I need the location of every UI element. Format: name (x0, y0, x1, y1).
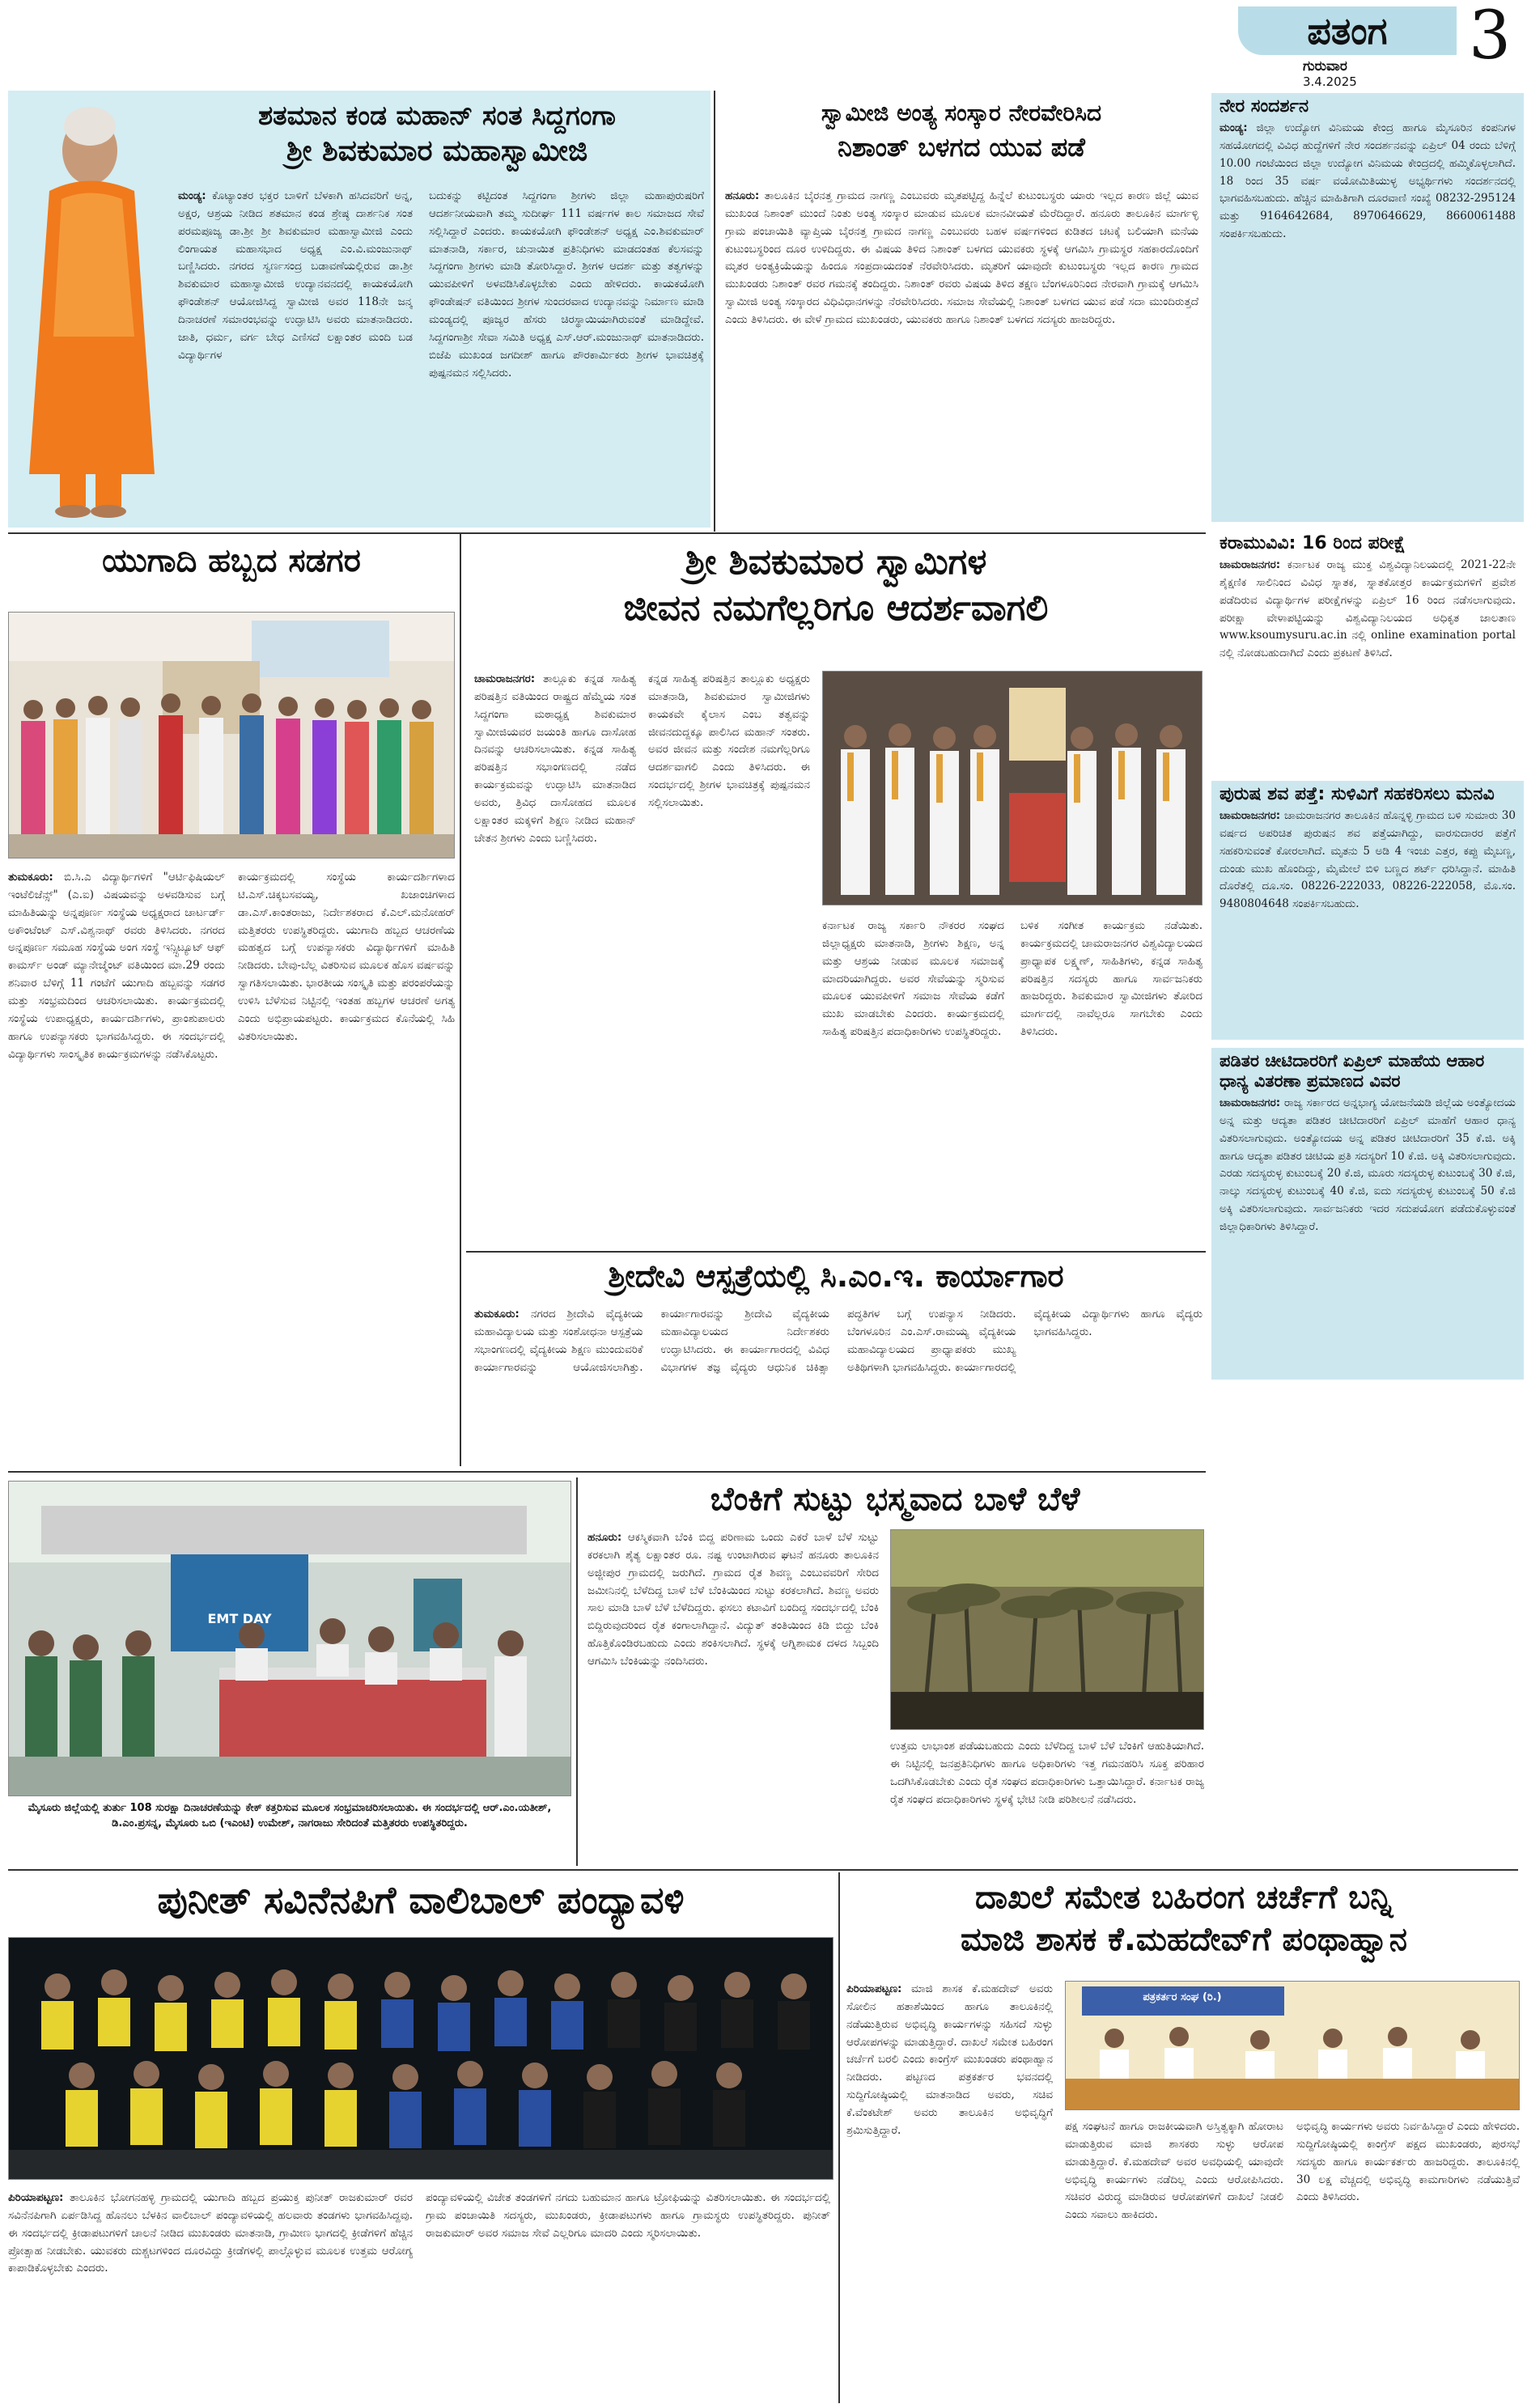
emt-day-photo (8, 1481, 571, 1796)
story-nishanth-balaga (717, 91, 1206, 528)
brief-unidentified-body: ಪುರುಷ ಶವ ಪತ್ತೆ: ಸುಳಿವಿಗೆ ಸಹಕರಿಸಲು ಮನವಿ ಚಾಮರಾಜನಗರ: ಚಾಮರಾಜನಗರ ತಾಲೂಕಿನ ಹೊನ್ನಳ್ಳಿ ಗ್ರಾಮದ ಬಳಿ ಸುಮಾರು 30 ವರ್ಷದ ಅಪರಿಚಿತ ಪುರುಷನ ಶವ ಪತ್ತೆಯಾಗಿದ್ದು, ವಾರಸುದಾರರ ಪತ್ತೆಗೆ ಸಹಕರಿಸುವಂತೆ ಕೋರಲಾಗಿದೆ. ಮೃತನು 5 ಅಡಿ 4 ಇಂಚು ಎತ್ತರ, ಕಪ್ಪು ಮೈಬಣ್ಣ, ದುಂಡು ಮುಖ ಹೊಂದಿದ್ದು, ಮೈಮೇಲೆ ಬಿಳಿ ಬಣ್ಣದ ಶರ್ಟ್ ಧರಿಸಿದ್ದಾನೆ. ಮಾಹಿತಿ ದೊರೆತಲ್ಲಿ ದೂ.ಸಂ. 08226-222033, 08226-222058, ಮೊ.ಸಂ. 9480804648 ಸಂಪರ್ಕಿಸಬಹುದು. (1211, 781, 1524, 1040)
ugadi-group-photo (8, 612, 455, 858)
story-banana-fire (584, 1477, 1206, 1866)
jayanti-stage-photo (822, 671, 1203, 905)
story4-column-2: ಕನ್ನಡ ಸಾಹಿತ್ಯ ಪರಿಷತ್ತಿನ ತಾಲ್ಲೂಕು ಅಧ್ಯಕ್ಷರು ಮಾತನಾಡಿ, ಶಿವಕುಮಾರ ಸ್ವಾಮೀಜಿಗಳು ಕಾಯಕವೇ ಕೈಲಾಸ ಎಂಬ ತತ್ವವನ್ನು ಜೀವನದುದ್ದಕ್ಕೂ ಪಾಲಿಸಿದ ಮಹಾನ್ ಸಂತರು. ಅವರ ಜೀವನ ಮತ್ತು ಸಂದೇಶ ನಮಗೆಲ್ಲರಿಗೂ ಆದರ್ಶವಾಗಲಿ ಎಂದು ತಿಳಿಸಿದರು. ಈ ಸಂದರ್ಭದಲ್ಲಿ ಶ್ರೀಗಳ ಭಾವಚಿತ್ರಕ್ಕೆ ಪುಷ್ಪನಮನ ಸಲ್ಲಿಸಲಾಯಿತು. (648, 672, 810, 810)
story2-dateline: ಹನೂರು: (725, 189, 760, 202)
brief2-title: ಕರಾಮುವಿವಿ: 16 ರಿಂದ ಪರೀಕ್ಷೆ (1211, 530, 1524, 557)
story5-body: ತುಮಕೂರು: ನಗರದ ಶ್ರೀದೇವಿ ವೈದ್ಯಕೀಯ ಮಹಾವಿದ್ಯಾಲಯ ಮತ್ತು ಸಂಶೋಧನಾ ಆಸ್ಪತ್ರೆಯ ಸಭಾಂಗಣದಲ್ಲಿ ವೈದ್ಯಕೀಯ ಶಿಕ್ಷಣ ಮುಂದುವರಿಕೆ ಕಾರ್ಯಾಗಾರವನ್ನು ಆಯೋಜಿಸಲಾಗಿತ್ತು. ಕಾರ್ಯಾಗಾರವನ್ನು ಶ್ರೀದೇವಿ ವೈದ್ಯಕೀಯ ಮಹಾವಿದ್ಯಾಲಯದ ನಿರ್ದೇಶಕರು ಉದ್ಘಾಟಿಸಿದರು. ಈ ಕಾರ್ಯಾಗಾರದಲ್ಲಿ ವಿವಿಧ ವಿಭಾಗಗಳ ತಜ್ಞ ವೈದ್ಯರು ಆಧುನಿಕ ಚಿಕಿತ್ಸಾ ಪದ್ಧತಿಗಳ ಬಗ್ಗೆ ಉಪನ್ಯಾಸ ನೀಡಿದರು. ಬೆಂಗಳೂರಿನ ಎಂ.ಎಸ್.ರಾಮಯ್ಯ ವೈದ್ಯಕೀಯ ಮಹಾವಿದ್ಯಾಲಯದ ಪ್ರಾಧ್ಯಾಪಕರು ಮುಖ್ಯ ಅತಿಥಿಗಳಾಗಿ ಭಾಗವಹಿಸಿದ್ದರು. ಕಾರ್ಯಾಗಾರದಲ್ಲಿ ವೈದ್ಯಕೀಯ ವಿದ್ಯಾರ್ಥಿಗಳು ಹಾಗೂ ವೈದ್ಯರು ಭಾಗವಹಿಸಿದ್ದರು. (474, 1308, 1203, 1374)
page-number: 3 (1469, 0, 1512, 74)
rule (8, 532, 1206, 534)
emt-day-caption: ಮೈಸೂರು ಜಿಲ್ಲೆಯಲ್ಲಿ ತುರ್ತು 108 ಸುರಕ್ಷಾ ದಿನಾಚರಣೆಯನ್ನು ಕೇಕ್ ಕತ್ತರಿಸುವ ಮೂಲಕ ಸಂಭ್ರಮಾಚರಿಸಲಾಯಿತು. ಈ ಸಂದರ್ಭದಲ್ಲಿ ಆರ್.ಎಂ.ಯತೀಶ್, ಡಿ.ಎಂ.ಪ್ರಸನ್ನ, ಮೈಸೂರು ಒಬಿ (ಇಎಂಟಿ) ಉಮೇಶ್, ನಾಗರಾಜು ಸೇರಿದಂತೆ ಮತ್ತಿತರರು ಉಪಸ್ಥಿತರಿದ್ದರು. (28, 1802, 552, 1829)
story8-column-3: ಅಭಿವೃದ್ಧಿ ಕಾರ್ಯಗಳು ಅವರು ನಿರ್ವಹಿಸಿದ್ದಾರೆ ಎಂದು ಹೇಳಿದರು. ಸುದ್ದಿಗೋಷ್ಠಿಯಲ್ಲಿ ಕಾಂಗ್ರೆಸ್ ಪಕ್ಷದ ಮುಖಂಡರು, ಪುರಸಭೆ ಸದಸ್ಯರು ಹಾಗೂ ಕಾರ್ಯಕರ್ತರು ಹಾಜರಿದ್ದರು. ತಾಲೂಕಿನಲ್ಲಿ 30 ಲಕ್ಷ ವೆಚ್ಚದಲ್ಲಿ ಅಭಿವೃದ್ಧಿ ಕಾಮಗಾರಿಗಳು ನಡೆಯುತ್ತಿವೆ ಎಂದು ತಿಳಿಸಿದರು. (1296, 2120, 1520, 2204)
story6-column-1: ಹನೂರು: ಆಕಸ್ಮಿಕವಾಗಿ ಬೆಂಕಿ ಬಿದ್ದ ಪರಿಣಾಮ ಒಂದು ಎಕರೆ ಬಾಳೆ ಬೆಳೆ ಸುಟ್ಟು ಕರಕಲಾಗಿ ಶೈತ್ಯ ಲಕ್ಷಾಂತರ ರೂ. ನಷ್ಟ ಉಂಟಾಗಿರುವ ಘಟನೆ ಹನೂರು ತಾಲೂಕಿನ ಅಜ್ಜೀಪುರ ಗ್ರಾಮದಲ್ಲಿ ಜರುಗಿದೆ. ಗ್ರಾಮದ ರೈತ ಶಿವಣ್ಣ ಎಂಬುವವರಿಗೆ ಸೇರಿದ ಜಮೀನಿನಲ್ಲಿ ಬೆಳೆದಿದ್ದ ಬಾಳೆ ಬೆಳೆ ಬೆಂಕಿಯಿಂದ ಸುಟ್ಟು ಕರಕಲಾಗಿದೆ. ಶಿವಣ್ಣ ಅವರು ಸಾಲ ಮಾಡಿ ಬಾಳೆ ಬೆಳೆ ಬೆಳೆದಿದ್ದರು. ಫಸಲು ಕಟಾವಿಗೆ ಬಂದಿದ್ದ ಸಂದರ್ಭದಲ್ಲಿ ಬೆಂಕಿ ಬಿದ್ದಿರುವುದರಿಂದ ರೈತ ಕಂಗಾಲಾಗಿದ್ದಾನೆ. ವಿದ್ಯುತ್ ತಂತಿಯಿಂದ ಕಿಡಿ ಬಿದ್ದು ಬೆಂಕಿ ಹೊತ್ತಿಕೊಂಡಿರಬಹುದು ಎಂದು ಶಂಕಿಸಲಾಗಿದೆ. ಸ್ಥಳಕ್ಕೆ ಅಗ್ನಿಶಾಮಕ ದಳದ ಸಿಬ್ಬಂದಿ ಆಗಮಿಸಿ ಬೆಂಕಿಯನ್ನು ನಂದಿಸಿದರು. (587, 1531, 879, 1668)
story5-dateline: ತುಮಕೂರು: (474, 1308, 520, 1321)
story2-body: ಹನೂರು: ತಾಲೂಕಿನ ಬೈರನತ್ತ ಗ್ರಾಮದ ನಾಗಣ್ಣ ಎಂಬುವರು ಮೃತಪಟ್ಟಿದ್ದ ಹಿನ್ನೆಲೆ ಕುಟುಂಬಸ್ಥರು ಯಾರು ಇಲ್ಲದ ಕಾರಣ ಜಿಲ್ಲೆ ಯುವ ಮುಖಂಡ ನಿಶಾಂತ್ ಮುಂದೆ ನಿಂತು ಅಂತ್ಯ ಸಂಸ್ಕಾರ ಮಾಡುವ ಮೂಲಕ ಮಾನವೀಯತೆ ಮೆರೆದಿದ್ದಾರೆ. ಹನೂರು ತಾಲೂಕಿನ ಮಾರ್ಗಳ್ಳಿ ಗ್ರಾಮ ಪಂಚಾಯಿತಿ ವ್ಯಾಪ್ತಿಯ ಬೈರನತ್ತ ಗ್ರಾಮದ ನಾಗಣ್ಣ ಎಂಬುವರು ಬಹಳ ವರ್ಷಗಳಿಂದ ಕುಡಿತದ ಚಟಕ್ಕೆ ಬಲಿಯಾಗಿ ಮನೆಯ ಕುಟುಂಬಸ್ಥರಿಂದ ದೂರ ಉಳಿದಿದ್ದರು. ಈ ವಿಷಯ ತಿಳಿದ ನಿಶಾಂತ್ ಬಳಗದ ಯುವಕರು ಸ್ಥಳಕ್ಕೆ ಆಗಮಿಸಿ ಗ್ರಾಮಸ್ಥರ ಸಹಕಾರದೊಂದಿಗೆ ಮೃತರ ಅಂತ್ಯಕ್ರಿಯೆಯನ್ನು ಹಿಂದೂ ಸಂಪ್ರದಾಯದಂತೆ ನೆರವೇರಿಸಿದರು. ಮೃತರಿಗೆ ಯಾವುದೇ ಕುಟುಂಬಸ್ಥರು ಇಲ್ಲದ ಕಾರಣ ಗ್ರಾಮದ ಮುಖಂಡರು ನಿಶಾಂತ್ ರವರ ಗಮನಕ್ಕೆ ತಂದಿದ್ದರು. ನಿಶಾಂತ್ ರವರು ವಿಷಯ ತಿಳಿದ ತಕ್ಷಣ ಬೆಂಗಳೂರಿನಿಂದ ನೇರವಾಗಿ ಗ್ರಾಮಕ್ಕೆ ಆಗಮಿಸಿ ಸ್ವಾಮೀಜಿ ಅಂತ್ಯ ಸಂಸ್ಕಾರದ ವಿಧಿವಿಧಾನಗಳನ್ನು ನೆರವೇರಿಸಿದರು. ಸಮಾಜ ಸೇವೆಯಲ್ಲಿ ನಿಶಾಂತ್ ಬಳಗದ ಯುವ ಪಡೆ ಸದಾ ಮುಂದಿರುತ್ತದೆ ಎಂದು ತಿಳಿಸಿದರು. ಈ ವೇಳೆ ಗ್ರಾಮದ ಮುಖಂಡರು, ಯುವಕರು ಹಾಗೂ ನಿಶಾಂತ್ ಬಳಗದ ಸದಸ್ಯರು ಹಾಜರಿದ್ದರು. (725, 189, 1198, 327)
story1-headline: ಶತಮಾನ ಕಂಡ ಮಹಾನ್ ಸಂತ ಸಿದ್ದಗಂಗಾ ಶ್ರೀ ಶಿವಕುಮಾರ ಮಹಾಸ್ವಾಮೀಜಿ (258, 100, 616, 167)
emt-banner-label: EMT DAY (207, 1611, 272, 1626)
story1-column-1: ಮಂಡ್ಯ: ಕೊಟ್ಯಾಂತರ ಭಕ್ತರ ಬಾಳಿಗೆ ಬೆಳಕಾಗಿ ಹಸಿದವರಿಗೆ ಅನ್ನ, ಅಕ್ಷರ, ಆಶ್ರಯ ನೀಡಿದ ಶತಮಾನ ಕಂಡ ಶ್ರೇಷ್ಠ ದಾರ್ಶನಿಕ ಸಂತ ಪರಮಪೂಜ್ಯ ಡಾ.ಶ್ರೀ ಶ್ರೀ ಶಿವಕುಮಾರ ಮಹಾಸ್ವಾಮೀಜಿ ಎಂದು ಲಿಂಗಾಯತ ಮಹಾಸಭಾದ ಅಧ್ಯಕ್ಷ ಎಂ.ವಿ.ಮಂಜುನಾಥ್ ಬಣ್ಣಿಸಿದರು. ನಗರದ ಸ್ವರ್ಣಸಂದ್ರ ಬಡಾವಣೆಯಲ್ಲಿರುವ ಡಾ.ಶ್ರೀ ಶಿವಕುಮಾರ ಮಹಾಸ್ವಾಮೀಜಿ ಉದ್ಯಾನವನದಲ್ಲಿ ಕಾಯಕಯೋಗಿ ಫೌಂಡೇಶನ್ ಆಯೋಜಿಸಿದ್ದ ಸ್ವಾಮೀಜಿ ಅವರ 118ನೇ ಜನ್ಮ ದಿನಾಚರಣೆ ಸಮಾರಂಭವನ್ನು ಉದ್ಘಾಟಿಸಿ ಅವರು ಮಾತನಾಡಿದರು. ಜಾತಿ, ಧರ್ಮ, ವರ್ಗ ಬೇಧ ಎಣಿಸದೆ ಲಕ್ಷಾಂತರ ಮಂದಿ ಬಡ ವಿದ್ಯಾರ್ಥಿಗಳ (178, 189, 413, 362)
sidebar-briefs (1211, 93, 1524, 1380)
issue-date: 3.4.2025 (1303, 74, 1357, 89)
story7-dateline: ಪಿರಿಯಾಪಟ್ಟಣ: (8, 2191, 64, 2204)
story6-dateline: ಹನೂರು: (587, 1531, 622, 1544)
story4-column-1: ಚಾಮರಾಜನಗರ: ತಾಲ್ಲೂಕು ಕನ್ನಡ ಸಾಹಿತ್ಯ ಪರಿಷತ್ತಿನ ವತಿಯಿಂದ ರಾಷ್ಟ್ರದ ಹೆಮ್ಮೆಯ ಸಂತ ಸಿದ್ದಗಂಗಾ ಮಠಾಧ್ಯಕ್ಷ ಶಿವಕುಮಾರ ಸ್ವಾಮೀಜಿಯವರ ಜಯಂತಿ ಹಾಗೂ ದಾಸೋಹ ದಿನವನ್ನು ಆಚರಿಸಲಾಯಿತು. ಕನ್ನಡ ಸಾಹಿತ್ಯ ಪರಿಷತ್ತಿನ ಸಭಾಂಗಣದಲ್ಲಿ ನಡೆದ ಕಾರ್ಯಕ್ರಮವನ್ನು ಉದ್ಘಾಟಿಸಿ ಮಾತನಾಡಿದ ಅವರು, ತ್ರಿವಿಧ ದಾಸೋಹದ ಮೂಲಕ ಲಕ್ಷಾಂತರ ಮಕ್ಕಳಿಗೆ ಶಿಕ್ಷಣ ನೀಡಿದ ಮಹಾನ್ ಚೇತನ ಶ್ರೀಗಳು ಎಂದು ಬಣ್ಣಿಸಿದರು. (474, 672, 636, 845)
story6-column-2: ಉತ್ತಮ ಲಾಭಾಂಶ ಪಡೆಯಬಹುದು ಎಂದು ಬೆಳೆದಿದ್ದ ಬಾಳೆ ಬೆಳೆ ಬೆಂಕಿಗೆ ಆಹುತಿಯಾಗಿದೆ. ಈ ನಿಟ್ಟಿನಲ್ಲಿ ಜನಪ್ರತಿನಿಧಿಗಳು ಹಾಗೂ ಅಧಿಕಾರಿಗಳು ಇತ್ತ ಗಮನಹರಿಸಿ ಸೂಕ್ತ ಪರಿಹಾರ ಒದಗಿಸಿಕೊಡಬೇಕು ಎಂದು ರೈತ ಸಂಘದ ಪದಾಧಿಕಾರಿಗಳು ಒತ್ತಾಯಿಸಿದ್ದಾರೆ. ಕರ್ನಾಟಕ ರಾಜ್ಯ ರೈತ ಸಂಘದ ಪದಾಧಿಕಾರಿಗಳು ಸ್ಥಳಕ್ಕೆ ಭೇಟಿ ನೀಡಿ ಪರಿಶೀಲನೆ ನಡೆಸಿದರು. (890, 1740, 1204, 1806)
rule (460, 534, 461, 1466)
rule (466, 1251, 1206, 1253)
rule (8, 1869, 1518, 1871)
swamiji-photo (13, 94, 167, 523)
story4-column-4: ಬಳಿಕ ಸಂಗೀತ ಕಾರ್ಯಕ್ರಮ ನಡೆಯಿತು. ಕಾರ್ಯಕ್ರಮದಲ್ಲಿ ಚಾಮರಾಜನಗರ ವಿಶ್ವವಿದ್ಯಾಲಯದ ಪ್ರಾಧ್ಯಾಪಕ ಲಕ್ಷ್ಮಣ್, ಸಾಹಿತಿಗಳು, ಕನ್ನಡ ಸಾಹಿತ್ಯ ಪರಿಷತ್ತಿನ ಸದಸ್ಯರು ಹಾಗೂ ಸಾರ್ವಜನಿಕರು ಹಾಜರಿದ್ದರು. ಶಿವಕುಮಾರ ಸ್ವಾಮೀಜಿಗಳು ತೋರಿದ ಮಾರ್ಗದಲ್ಲಿ ನಾವೆಲ್ಲರೂ ಸಾಗಬೇಕು ಎಂದು ತಿಳಿಸಿದರು. (1020, 919, 1203, 1039)
masthead (1238, 0, 1521, 89)
story8-column-1: ಪಿರಿಯಾಪಟ್ಟಣ: ಮಾಜಿ ಶಾಸಕ ಕೆ.ಮಹದೇವ್ ಅವರು ಸೋಲಿನ ಹತಾಶೆಯಿಂದ ಹಾಗೂ ತಾಲೂಕಿನಲ್ಲಿ ನಡೆಯುತ್ತಿರುವ ಅಭಿವೃದ್ಧಿ ಕಾರ್ಯಗಳನ್ನು ಸಹಿಸದೆ ಸುಳ್ಳು ಆರೋಪಗಳನ್ನು ಮಾಡುತ್ತಿದ್ದಾರೆ. ದಾಖಲೆ ಸಮೇತ ಬಹಿರಂಗ ಚರ್ಚೆಗೆ ಬರಲಿ ಎಂದು ಕಾಂಗ್ರೆಸ್ ಮುಖಂಡರು ಪಂಥಾಹ್ವಾನ ನೀಡಿದರು. ಪಟ್ಟಣದ ಪತ್ರಕರ್ತರ ಭವನದಲ್ಲಿ ಸುದ್ದಿಗೋಷ್ಠಿಯಲ್ಲಿ ಮಾತನಾಡಿದ ಅವರು, ಸಚಿವ ಕೆ.ವೆಂಕಟೇಶ್ ಅವರು ತಾಲೂಕಿನ ಅಭಿವೃದ್ಧಿಗೆ ಶ್ರಮಿಸುತ್ತಿದ್ದಾರೆ. (846, 1982, 1053, 2137)
brief3-title: ಪುರುಷ ಶವ ಪತ್ತೆ: ಸುಳಿವಿಗೆ ಸಹಕರಿಸಲು ಮನವಿ (1219, 784, 1495, 804)
story-challenge-mahadev (846, 1876, 1521, 2403)
newspaper-name: ಪತಂಗ (1238, 6, 1457, 55)
story4-headline: ಶ್ರೀ ಶಿವಕುಮಾರ ಸ್ವಾಮಿಗಳ ಜೀವನ ನಮಗೆಲ್ಲರಿಗೂ ಆದರ್ಶವಾಗಲಿ (623, 541, 1049, 629)
story3-column-1: ತುಮಕೂರು: ಬಿ.ಸಿ.ಎ ವಿದ್ಯಾರ್ಥಿಗಳಿಗೆ "ಆರ್ಟಿಫಿಷಿಯಲ್ ಇಂಟೆಲಿಜೆನ್ಸ್" (ಎ.ಐ) ವಿಷಯವನ್ನು ಅಳವಡಿಸುವ ಬಗ್ಗೆ ಮಾಹಿತಿಯನ್ನು ಅನ್ನಪೂರ್ಣ ಸಂಸ್ಥೆಯ ಅಧ್ಯಕ್ಷರಾದ ಚಾರ್ಟರ್ಡ್ ಅಕೌಂಟೆಂಟ್ ಎಸ್.ವಿಶ್ವನಾಥ್ ರವರು ತಿಳಿಸಿದರು. ನಗರದ ಅನ್ನಪೂರ್ಣ ಸಮೂಹ ಸಂಸ್ಥೆಯ ಅಂಗ ಸಂಸ್ಥೆ ಇನ್ಸ್ಟಿಟ್ಯೂಟ್ ಆಫ್ ಕಾಮರ್ಸ್ ಅಂಡ್ ಮ್ಯಾನೇಜ್ಮೆಂಟ್ ವತಿಯಿಂದ ಮಾ.29 ರಂದು ಶನಿವಾರ ಬೆಳಿಗ್ಗೆ 11 ಗಂಟೆಗೆ ಯುಗಾದಿ ಹಬ್ಬವನ್ನು ಸಡಗರ ಮತ್ತು ಸಂಭ್ರಮದಿಂದ ಆಚರಿಸಲಾಯಿತು. ಕಾರ್ಯಕ್ರಮದಲ್ಲಿ ಸಂಸ್ಥೆಯ ಉಪಾಧ್ಯಕ್ಷರು, ಕಾರ್ಯದರ್ಶಿಗಳು, ಪ್ರಾಂಶುಪಾಲರು ಹಾಗೂ ಉಪನ್ಯಾಸಕರು ಭಾಗವಹಿಸಿದ್ದರು. ಈ ಸಂದರ್ಭದಲ್ಲಿ ವಿದ್ಯಾರ್ಥಿಗಳು ಸಾಂಸ್ಕೃತಿಕ ಕಾರ್ಯಕ್ರಮಗಳನ್ನು ನಡೆಸಿಕೊಟ್ಟರು. (8, 871, 225, 1061)
rule (576, 1477, 578, 1866)
story8-column-2: ಪಕ್ಷ ಸಂಘಟನೆ ಹಾಗೂ ರಾಜಕೀಯವಾಗಿ ಅಸ್ತಿತ್ವಕ್ಕಾಗಿ ಹೋರಾಟ ಮಾಡುತ್ತಿರುವ ಮಾಜಿ ಶಾಸಕರು ಸುಳ್ಳು ಆರೋಪ ಮಾಡುತ್ತಿದ್ದಾರೆ. ಕೆ.ಮಹದೇವ್ ಅವರ ಅವಧಿಯಲ್ಲಿ ಯಾವುದೇ ಅಭಿವೃದ್ಧಿ ಕಾರ್ಯಗಳು ನಡೆದಿಲ್ಲ ಎಂದು ಆರೋಪಿಸಿದರು. ಸಚಿವರ ವಿರುದ್ಧ ಮಾಡಿರುವ ಆರೋಪಗಳಿಗೆ ದಾಖಲೆ ನೀಡಲಿ ಎಂದು ಸವಾಲು ಹಾಕಿದರು. (1065, 2120, 1283, 2222)
story5-headline: ಶ್ರೀದೇವಿ ಆಸ್ಪತ್ರೆಯಲ್ಲಿ ಸಿ.ಎಂ.ಇ. ಕಾರ್ಯಾಗಾರ (608, 1258, 1064, 1294)
rule (8, 1471, 1206, 1473)
story6-headline: ಬೆಂಕಿಗೆ ಸುಟ್ಟು ಭಸ್ಮವಾದ ಬಾಳೆ ಬೆಳೆ (710, 1481, 1080, 1518)
brief1-title: ನೇರ ಸಂದರ್ಶನ (1219, 96, 1309, 117)
press-banner-label: ಪತ್ರಕರ್ತರ ಸಂಘ (ರಿ.) (1143, 1991, 1222, 2003)
brief-ksou-exam: ಕರಾಮುವಿವಿ: 16 ರಿಂದ ಪರೀಕ್ಷೆ ಚಾಮರಾಜನಗರ: ಕರ್ನಾಟಕ ರಾಜ್ಯ ಮುಕ್ತ ವಿಶ್ವವಿದ್ಯಾನಿಲಯದಲ್ಲಿ 2021-22ನೇ ಶೈಕ್ಷಣಿಕ ಸಾಲಿನಿಂದ ವಿವಿಧ ಸ್ನಾತಕ, ಸ್ನಾತಕೋತ್ತರ ಕಾರ್ಯಕ್ರಮಗಳಿಗೆ ಪ್ರವೇಶ ಪಡೆದಿರುವ ವಿದ್ಯಾರ್ಥಿಗಳ ಪರೀಕ್ಷೆಗಳನ್ನು ಏಪ್ರಿಲ್ 16 ರಿಂದ ನಡೆಸಲಾಗುವುದು. ಪರೀಕ್ಷಾ ವೇಳಾಪಟ್ಟಿಯನ್ನು ವಿಶ್ವವಿದ್ಯಾನಿಲಯದ ಅಧಿಕೃತ ಜಾಲತಾಣ www.ksoumysuru.ac.in ನಲ್ಲಿ online examination portal ನಲ್ಲಿ ನೋಡಬಹುದಾಗಿದೆ ಎಂದು ಪ್ರಕಟಣೆ ತಿಳಿಸಿದೆ. (1211, 530, 1524, 773)
story4-column-3: ಕರ್ನಾಟಕ ರಾಜ್ಯ ಸರ್ಕಾರಿ ನೌಕರರ ಸಂಘದ ಜಿಲ್ಲಾಧ್ಯಕ್ಷರು ಮಾತನಾಡಿ, ಶ್ರೀಗಳು ಶಿಕ್ಷಣ, ಅನ್ನ ಮತ್ತು ಆಶ್ರಯ ನೀಡುವ ಮೂಲಕ ಸಮಾಜಕ್ಕೆ ಮಾದರಿಯಾಗಿದ್ದರು. ಅವರ ಸೇವೆಯನ್ನು ಸ್ಮರಿಸುವ ಮೂಲಕ ಯುವಪೀಳಿಗೆ ಸಮಾಜ ಸೇವೆಯ ಕಡೆಗೆ ಮುಖ ಮಾಡಬೇಕು ಎಂದರು. ಕಾರ್ಯಕ್ರಮದಲ್ಲಿ ಸಾಹಿತ್ಯ ಪರಿಷತ್ತಿನ ಪದಾಧಿಕಾರಿಗಳು ಉಪಸ್ಥಿತರಿದ್ದರು. (822, 919, 1004, 1039)
story7-column-1: ಪಿರಿಯಾಪಟ್ಟಣ: ತಾಲೂಕಿನ ಭೋಗನಹಳ್ಳಿ ಗ್ರಾಮದಲ್ಲಿ ಯುಗಾದಿ ಹಬ್ಬದ ಪ್ರಯುಕ್ತ ಪುನೀತ್ ರಾಜಕುಮಾರ್ ರವರ ಸವಿನೆನಪಿಗಾಗಿ ಏರ್ಪಡಿಸಿದ್ದ ಹೊನಲು ಬೆಳಕಿನ ವಾಲಿಬಾಲ್ ಪಂದ್ಯಾವಳಿಯಲ್ಲಿ ಹಲವಾರು ತಂಡಗಳು ಭಾಗವಹಿಸಿದ್ದವು. ಈ ಸಂದರ್ಭದಲ್ಲಿ ಕ್ರೀಡಾಪಟುಗಳಿಗೆ ಚಾಲನೆ ನೀಡಿದ ಮುಖಂಡರು ಮಾತನಾಡಿ, ಗ್ರಾಮೀಣ ಭಾಗದಲ್ಲಿ ಕ್ರೀಡೆಗಳಿಗೆ ಹೆಚ್ಚಿನ ಪ್ರೋತ್ಸಾಹ ನೀಡಬೇಕು. ಯುವಕರು ದುಶ್ಚಟಗಳಿಂದ ದೂರವಿದ್ದು ಕ್ರೀಡೆಗಳಲ್ಲಿ ಪಾಲ್ಗೊಳ್ಳುವ ಮೂಲಕ ಉತ್ತಮ ಆರೋಗ್ಯ ಕಾಪಾಡಿಕೊಳ್ಳಬೇಕು ಎಂದರು. (8, 2191, 413, 2275)
story3-column-2: ಕಾರ್ಯಕ್ರಮದಲ್ಲಿ ಸಂಸ್ಥೆಯ ಕಾರ್ಯದರ್ಶಿಗಳಾದ ಟಿ.ಎಸ್.ಚಿಕ್ಕಬಸವಯ್ಯ, ಖಜಾಂಚಿಗಳಾದ ಡಾ.ಎಸ್.ಕಾಂತರಾಜು, ನಿರ್ದೇಶಕರಾದ ಕೆ.ಎಲ್.ಮನೋಹರ್ ಮತ್ತಿತರರು ಉಪಸ್ಥಿತರಿದ್ದರು. ಯುಗಾದಿ ಹಬ್ಬದ ಆಚರಣೆಯ ಮಹತ್ವದ ಬಗ್ಗೆ ಉಪನ್ಯಾಸಕರು ವಿದ್ಯಾರ್ಥಿಗಳಿಗೆ ಮಾಹಿತಿ ನೀಡಿದರು. ಬೇವು-ಬೆಲ್ಲ ವಿತರಿಸುವ ಮೂಲಕ ಹೊಸ ವರ್ಷವನ್ನು ಸ್ವಾಗತಿಸಲಾಯಿತು. ಭಾರತೀಯ ಸಂಸ್ಕೃತಿ ಮತ್ತು ಪರಂಪರೆಯನ್ನು ಉಳಿಸಿ ಬೆಳೆಸುವ ನಿಟ್ಟಿನಲ್ಲಿ ಇಂತಹ ಹಬ್ಬಗಳ ಆಚರಣೆ ಅಗತ್ಯ ಎಂದು ಅಭಿಪ್ರಾಯಪಟ್ಟರು. ಕಾರ್ಯಕ್ರಮದ ಕೊನೆಯಲ್ಲಿ ಸಿಹಿ ವಿತರಿಸಲಾಯಿತು. (238, 871, 455, 1043)
story1-dateline: ಮಂಡ್ಯ: (178, 189, 206, 202)
story7-column-2: ಪಂದ್ಯಾವಳಿಯಲ್ಲಿ ವಿಜೇತ ತಂಡಗಳಿಗೆ ನಗದು ಬಹುಮಾನ ಹಾಗೂ ಟ್ರೋಫಿಯನ್ನು ವಿತರಿಸಲಾಯಿತು. ಈ ಸಂದರ್ಭದಲ್ಲಿ ಗ್ರಾಮ ಪಂಚಾಯಿತಿ ಸದಸ್ಯರು, ಮುಖಂಡರು, ಕ್ರೀಡಾಪಟುಗಳು ಹಾಗೂ ಗ್ರಾಮಸ್ಥರು ಉಪಸ್ಥಿತರಿದ್ದರು. ಪುನೀತ್ ರಾಜಕುಮಾರ್ ಅವರ ಸಮಾಜ ಸೇವೆ ಎಲ್ಲರಿಗೂ ಮಾದರಿ ಎಂದು ಸ್ಮರಿಸಲಾಯಿತು. (426, 2191, 830, 2240)
story3-headline: ಯುಗಾದಿ ಹಬ್ಬದ ಸಡಗರ (102, 542, 361, 579)
brief4-title: ಪಡಿತರ ಚೀಟಿದಾರರಿಗೆ ಏಪ್ರಿಲ್ ಮಾಹೆಯ ಆಹಾರ ಧಾನ್ಯ ವಿತರಣಾ ಪ್ರಮಾಣದ ವಿವರ (1219, 1051, 1485, 1091)
story3-dateline: ತುಮಕೂರು: (8, 871, 53, 884)
story-shivakumar-swamiji (8, 91, 710, 528)
story-ugadi (8, 537, 455, 1466)
volleyball-team-photo (8, 1937, 833, 2180)
story7-headline: ಪುನೀತ್ ಸವಿನೆನಪಿಗೆ ವಾಲಿಬಾಲ್ ಪಂದ್ಯಾವಳಿ (157, 1878, 685, 1922)
story8-dateline: ಪಿರಿಯಾಪಟ್ಟಣ: (846, 1982, 902, 1995)
story-sridevi-cme (466, 1256, 1206, 1468)
rule (838, 1872, 840, 2403)
burnt-banana-photo (890, 1529, 1204, 1730)
story2-headline: ಸ್ವಾಮೀಜಿ ಅಂತ್ಯ ಸಂಸ್ಕಾರ ನೇರವೇರಿಸಿದ ನಿಶಾಂತ್ ಬಳಗದ ಯುವ ಪಡೆ (821, 100, 1102, 163)
issue-day: ಗುರುವಾರ (1303, 58, 1347, 74)
story4-dateline: ಚಾಮರಾಜನಗರ: (474, 672, 536, 685)
story8-headline: ದಾಖಲೆ ಸಮೇತ ಬಹಿರಂಗ ಚರ್ಚೆಗೆ ಬನ್ನಿ ಮಾಜಿ ಶಾಸಕ ಕೆ.ಮಹದೇವ್‌ಗೆ ಪಂಥಾಹ್ವಾನ (960, 1879, 1408, 1958)
press-meet-photo (1065, 1981, 1520, 2110)
story-shivakumar-jayanti (466, 537, 1206, 1249)
brief-ration-distribution: ಪಡಿತರ ಚೀಟಿದಾರರಿಗೆ ಏಪ್ರಿಲ್ ಮಾಹೆಯ ಆಹಾರ ಧಾನ್ಯ ವಿತರಣಾ ಪ್ರಮಾಣದ ವಿವರ ಚಾಮರಾಜನಗರ: ರಾಜ್ಯ ಸರ್ಕಾರದ ಅನ್ನಭಾಗ್ಯ ಯೋಜನೆಯಡಿ ಜಿಲ್ಲೆಯ ಅಂತ್ಯೋದಯ ಅನ್ನ ಮತ್ತು ಆದ್ಯತಾ ಪಡಿತರ ಚೀಟಿದಾರರಿಗೆ ಏಪ್ರಿಲ್ ಮಾಹೆಗೆ ಆಹಾರ ಧಾನ್ಯ ವಿತರಿಸಲಾಗುವುದು. ಅಂತ್ಯೋದಯ ಅನ್ನ ಪಡಿತರ ಚೀಟಿದಾರರಿಗೆ 35 ಕೆ.ಜಿ. ಅಕ್ಕಿ ಹಾಗೂ ಆದ್ಯತಾ ಪಡಿತರ ಚೀಟಿಯ ಪ್ರತಿ ಸದಸ್ಯರಿಗೆ 10 ಕೆ.ಜಿ. ಅಕ್ಕಿ ವಿತರಿಸಲಾಗುವುದು. ಎರಡು ಸದಸ್ಯರುಳ್ಳ ಕುಟುಂಬಕ್ಕೆ 20 ಕೆ.ಜಿ, ಮೂರು ಸದಸ್ಯರುಳ್ಳ ಕುಟುಂಬಕ್ಕೆ 30 ಕೆ.ಜಿ, ನಾಲ್ಕು ಸದಸ್ಯರುಳ್ಳ ಕುಟುಂಬಕ್ಕೆ 40 ಕೆ.ಜಿ, ಐದು ಸದಸ್ಯರುಳ್ಳ ಕುಟುಂಬಕ್ಕೆ 50 ಕೆ.ಜಿ ಅಕ್ಕಿ ವಿತರಿಸಲಾಗುವುದು. ಸಾರ್ವಜನಿಕರು ಇದರ ಸದುಪಯೋಗ ಪಡೆದುಕೊಳ್ಳುವಂತೆ ಜಿಲ್ಲಾಧಿಕಾರಿಗಳು ತಿಳಿಸಿದ್ದಾರೆ. (1211, 1048, 1524, 1380)
story1-column-2: ಬದುಕನ್ನು ಕಟ್ಟಿದಂತ ಸಿದ್ದಗಂಗಾ ಶ್ರೀಗಳು ಜಿಲ್ಲಾ ಮಹಾಪುರುಷರಿಗೆ ಆದರ್ಶನೀಯವಾಗಿ ತಮ್ಮ ಸುದೀರ್ಘ 111 ವರ್ಷಗಳ ಕಾಲ ಸಮಾಜದ ಸೇವೆ ಸಲ್ಲಿಸಿದ್ದಾರೆ ಎಂದರು. ಕಾಯಕಯೋಗಿ ಫೌಂಡೇಶನ್ ಅಧ್ಯಕ್ಷ ಎಂ.ಶಿವಕುಮಾರ್ ಮಾತನಾಡಿ, ಸರ್ಕಾರ, ಚುನಾಯಿತ ಪ್ರತಿನಿಧಿಗಳು ಮಾಡದಂತಹ ಕೆಲಸವನ್ನು ಸಿದ್ದಗಂಗಾ ಶ್ರೀಗಳು ಮಾಡಿ ತೋರಿಸಿದ್ದಾರೆ. ಶ್ರೀಗಳ ಆದರ್ಶ ಮತ್ತು ತತ್ವಗಳನ್ನು ಯುವಪೀಳಿಗೆ ಅಳವಡಿಸಿಕೊಳ್ಳಬೇಕು ಎಂದು ಹೇಳಿದರು. ಕಾಯಕಯೋಗಿ ಫೌಂಡೇಷನ್ ವತಿಯಿಂದ ಶ್ರೀಗಳ ಸುಂದರವಾದ ಉದ್ಯಾನವನ್ನು ನಿರ್ಮಾಣ ಮಾಡಿ ಮಂಡ್ಯದಲ್ಲಿ ಪೂಜ್ಯರ ಹೆಸರು ಚಿರಸ್ಥಾಯಿಯಾಗಿರುವಂತೆ ಮಾಡಿದ್ದೇವೆ. ಸಿದ್ದಗಂಗಾಶ್ರೀ ಸೇವಾ ಸಮಿತಿ ಅಧ್ಯಕ್ಷ ಎಸ್.ಆರ್.ಮಂಜುನಾಥ್ ಮಾತನಾಡಿದರು. ಬಿಜೆಪಿ ಮುಖಂಡ ಜಗದೀಶ್ ಹಾಗೂ ಪೌರಕಾರ್ಮಿಕರು ಶ್ರೀಗಳ ಭಾವಚಿತ್ರಕ್ಕೆ ಪುಷ್ಪನಮನ ಸಲ್ಲಿಸಿದರು. (429, 189, 704, 379)
rule (714, 91, 715, 532)
brief-job-interview: ನೇರ ಸಂದರ್ಶನ ಮಂಡ್ಯ: ಜಿಲ್ಲಾ ಉದ್ಯೋಗ ವಿನಿಮಯ ಕೇಂದ್ರ ಹಾಗೂ ಮೈಸೂರಿನ ಕಂಪನಿಗಳ ಸಹಯೋಗದಲ್ಲಿ ವಿವಿಧ ಹುದ್ದೆಗಳಿಗೆ ನೇರ ಸಂದರ್ಶನವನ್ನು ಏಪ್ರಿಲ್ 04 ರಂದು ಬೆಳಿಗ್ಗೆ 10.00 ಗಂಟೆಯಿಂದ ಜಿಲ್ಲಾ ಉದ್ಯೋಗ ವಿನಿಮಯ ಕೇಂದ್ರದಲ್ಲಿ ಹಮ್ಮಿಕೊಳ್ಳಲಾಗಿದೆ. 18 ರಿಂದ 35 ವರ್ಷ ವಯೋಮಿತಿಯುಳ್ಳ ಅಭ್ಯರ್ಥಿಗಳು ಸಂದರ್ಶನದಲ್ಲಿ ಭಾಗವಹಿಸಬಹುದು. ಹೆಚ್ಚಿನ ಮಾಹಿತಿಗಾಗಿ ದೂರವಾಣಿ ಸಂಖ್ಯೆ 08232-295124 ಮತ್ತು 9164642684, 8970646629, 8660061488 ಸಂಪರ್ಕಿಸಬಹುದು. (1211, 93, 1524, 522)
story-volleyball (8, 1876, 833, 2403)
emt-day-photo-block (8, 1481, 571, 1861)
